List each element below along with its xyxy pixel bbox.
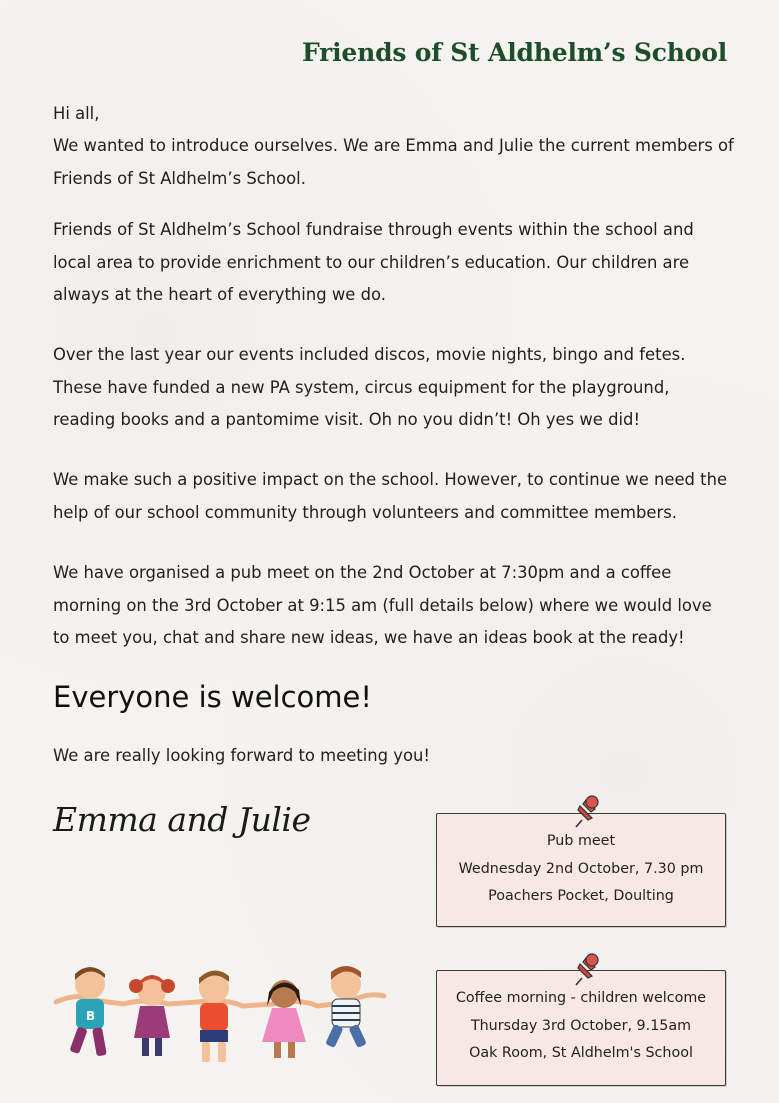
child-figure-2	[129, 975, 175, 1056]
event-card-pub-meet	[436, 813, 726, 927]
event-location: Oak Room, St Aldhelm's School	[469, 1045, 693, 1061]
page-title: Friends of St Aldhelm’s School	[302, 38, 727, 67]
child-figure-1	[69, 967, 106, 1056]
signature: Emma and Julie	[53, 800, 311, 839]
welcome-heading: Everyone is welcome!	[53, 680, 372, 714]
event-location: Poachers Pocket, Doulting	[488, 888, 674, 904]
paragraph-fundraising: Friends of St Aldhelm’s School fundraise through events within the school and local area to provide enrichment to our children’s education. Our children are always at the heart of everything we do.	[53, 220, 694, 304]
paragraph-meetups: We have organised a pub meet on the 2nd October at 7:30pm and a coffee morning on the 3rd October at 9:15 am (full details below) where we would love to meet you, chat and share new ideas, we have an ideas book at the ready!	[53, 563, 712, 647]
event-time: Thursday 3rd October, 9.15am	[470, 1017, 692, 1034]
push-pin-icon	[573, 794, 601, 828]
event-name: Pub meet	[546, 833, 616, 849]
greeting: Hi all,	[53, 104, 100, 123]
event-name: Coffee morning - children welcome	[455, 990, 707, 1006]
svg-text:B: B	[86, 1009, 96, 1023]
child-figure-3	[199, 970, 229, 1062]
intro-paragraph: We wanted to introduce ourselves. We are Emma and Julie the current members of Friends of St Aldhelm’s School.	[53, 136, 734, 188]
closing-line: We are really looking forward to meeting you!	[53, 746, 430, 765]
child-figure-5	[325, 966, 367, 1048]
paragraph-events: Over the last year our events included discos, movie nights, bingo and fetes. These have funded a new PA system, circus equipment for the playground, reading books and a pantomime visit. Oh no you didn’t! Oh yes we did!	[53, 345, 686, 429]
child-figure-4	[262, 980, 306, 1058]
event-card-coffee-morning	[436, 970, 726, 1086]
push-pin-icon	[573, 952, 601, 986]
paragraph-impact: We make such a positive impact on the school. However, to continue we need the help of our school community through volunteers and committee members.	[53, 470, 728, 522]
event-time: Wednesday 2nd October, 7.30 pm	[458, 860, 704, 877]
children-holding-hands-illustration	[48, 962, 390, 1070]
